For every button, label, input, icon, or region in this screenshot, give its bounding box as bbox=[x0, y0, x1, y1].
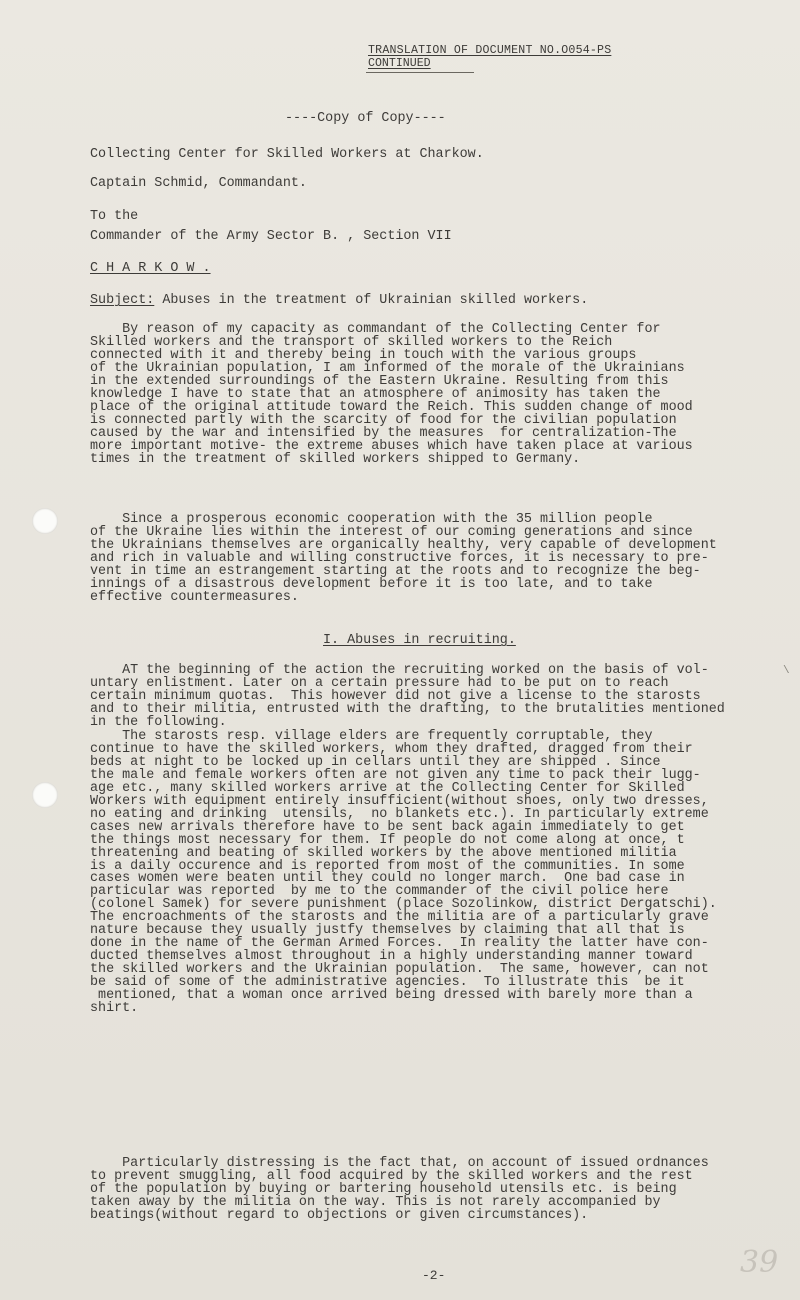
subject-text: Abuses in the treatment of Ukrainian skilled workers. bbox=[154, 293, 589, 308]
punch-hole-top bbox=[32, 508, 58, 534]
paragraph-cooperation: Since a prosperous economic cooperation with the 35 million people of the Ukraine lies within the interest of our coming generations and since the Ukrainians themselves are organically healthy, very capable of development and rich in valuable and willing constructive forces, it is necessary to pre- vent in time an estrangement starting at the roots and to recognize the beg- innings of a disastrous development before it is too late, and to take effective countermeasures. bbox=[90, 512, 717, 605]
recipient-to: To the bbox=[90, 209, 139, 224]
continued-label: CONTINUED bbox=[368, 57, 431, 70]
paragraph-smuggling: Particularly distressing is the fact that, on account of issued ordnances to prevent smuggling, all food acquired by the skilled workers and the rest of the population by buying or bartering household utensils etc. is being taken away by the militia on the way. This is not rarely accompanied by beatings(without regard to objections or given circumstances). bbox=[90, 1156, 709, 1223]
handwritten-page-mark: 39 bbox=[740, 1245, 779, 1280]
translation-header: TRANSLATION OF DOCUMENT NO.O054-PS bbox=[368, 44, 612, 57]
header-rule bbox=[366, 72, 474, 73]
recipient-city: C H A R K O W . bbox=[90, 261, 211, 276]
page-number: -2- bbox=[422, 1268, 446, 1283]
sender-line: Collecting Center for Skilled Workers at Charkow. bbox=[90, 147, 484, 162]
punch-hole-bottom bbox=[32, 782, 58, 808]
commandant-line: Captain Schmid, Commandant. bbox=[90, 176, 307, 191]
section-heading: I. Abuses in recruiting. bbox=[323, 633, 516, 648]
recipient-commander: Commander of the Army Sector B. , Section VII bbox=[90, 229, 452, 244]
paragraph-recruiting: AT the beginning of the action the recruiting worked on the basis of vol- untary enlistment. Later on a certain pressure had to be put on to reach certain minimum quotas. This however did not give a license to the starosts and to their militia, entrusted with the drafting, to the brutalities mentioned in the following. bbox=[90, 663, 725, 730]
paragraph-starosts: The starosts resp. village elders are frequently corruptable, they continue to have the skilled workers, whom they drafted, dragged from their beds at night to be locked up in cellars until they are shipped . Since the male and female workers often are not given any time to pack their lugg- age etc., many skilled workers arrive at the Collecting Center for Skilled Workers with equipment entirely insufficient(without shoes, only two dresses, no eating and drinking utensils, no blankets etc.). In particularly extreme cases new arrivals therefore have to be sent back again immediately to get the things most necessary for them. If people do not come along at once, t threatening and beating of skilled workers by the above mentioned militia is a daily occurence and is reported from most of the communities. In some cases women were beaten until they could no longer march. One bad case in particular was reported by me to the commander of the civil police here (colonel Samek) for severe punishment (place Sozolinkow, district Dergatschi). The encroachments of the starosts and the militia are of a particularly grave nature because they usually justfy themselves by claiming that all that is done in the name of the German Armed Forces. In reality the latter have con- ducted themselves almost throughout in a highly understanding manner toward the skilled workers and the Ukrainian population. The same, however, can not be said of some of the administrative agencies. To illustrate this be it mentioned, that a woman once arrived being dressed with barely more than a shirt. bbox=[90, 729, 717, 1017]
paragraph-intro: By reason of my capacity as commandant of the Collecting Center for Skilled workers and the transport of skilled workers to the Reich connected with it and thereby being in touch with the various groups of the Ukrainian population, I am informed of the morale of the Ukrainians in the extended surroundings of the Eastern Ukraine. Resulting from this knowledge I have to state that an atmosphere of animosity has taken the place of the original attitude toward the Reich. This sudden change of mood is connected partly with the scarcity of food for the civilian population caused by the war and intensified by the measures for centralization-The more important motive- the extreme abuses which have taken place at various times in the treatment of skilled workers shipped to Germany. bbox=[90, 322, 693, 467]
subject-label: Subject: bbox=[90, 293, 155, 308]
margin-tick: \ bbox=[783, 665, 790, 677]
subject-line bbox=[90, 294, 588, 307]
copy-label: ----Copy of Copy---- bbox=[285, 111, 446, 126]
